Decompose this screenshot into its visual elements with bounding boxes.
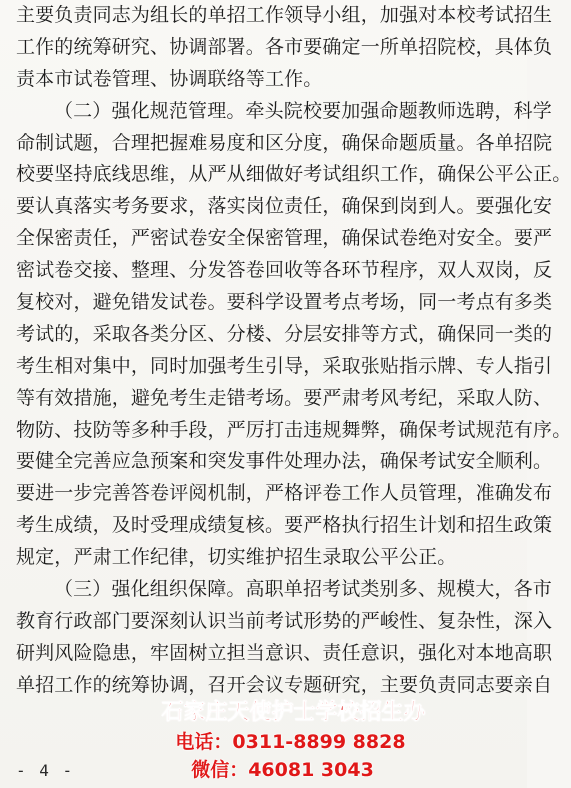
section-3-first-line: （三）强化组织保障。高职单招考试类别多、规模大，各市 (54, 578, 552, 601)
body-line: 复校对，避免错发试卷。要科学设置考点考场，同一考点有多类 (16, 291, 553, 314)
body-line: 研判风险隐患，牢固树立担当意识、责任意识，强化对本地高职 (16, 641, 553, 664)
body-line: 要进一步完善答卷评阅机制，严格评卷工作人员管理，准确发布 (16, 482, 553, 505)
body-line: 要健全完善应急预案和突发事件处理办法，确保考试安全顺利。 (16, 450, 553, 473)
body-line: 责本市试卷管理、协调联络等工作。 (16, 67, 323, 90)
body-line: 教育行政部门要深刻认识当前考试形势的严峻性、复杂性，深入 (16, 609, 553, 632)
body-line: 单招工作的统筹协调，召开会议专题研究，主要负责同志要亲自 (16, 673, 553, 696)
body-line: 校要坚持底线思维，从严从细做好考试组织工作，确保公平公正。 (16, 163, 571, 186)
section-2-first-line: （二）强化规范管理。牵头院校要加强命题教师选聘，科学 (54, 99, 552, 122)
watermark-wechat: 微信：46081 3043 (191, 759, 374, 781)
body-line: 考生成绩，及时受理成绩复核。要严格执行招生计划和招生政策 (16, 514, 553, 537)
page-number: - 4 - (16, 761, 75, 780)
body-line: 主要负责同志为组长的单招工作领导小组，加强对本校考试招生 (16, 4, 553, 26)
body-line: 规定，严肃工作纪律，切实维护招生录取公平公正。 (16, 546, 457, 569)
watermark-phone: 电话：0311-8899 8828 (175, 731, 406, 753)
body-line: 考试的，采取各类分区、分楼、分层安排等方式，确保同一类的 (16, 322, 553, 345)
body-line: 全保密责任，严密试卷安全保密管理，确保试卷绝对安全。要严 (16, 227, 553, 250)
body-line: 工作的统筹研究、协调部署。各市要确定一所单招院校，具体负 (16, 35, 553, 58)
body-line: 物防、技防等多种手段，严厉打击违规舞弊，确保考试规范有序。 (16, 418, 571, 441)
body-line: 密试卷交接、整理、分发答卷回收等各环节程序，双人双岗，反 (16, 259, 553, 282)
document-body (16, 0, 571, 702)
body-line: 要认真落实考务要求，落实岗位责任，确保到岗到人。要强化安 (16, 195, 553, 218)
body-line: 等有效措施，避免考生走错考场。要严肃考风考纪，采取人防、 (16, 386, 553, 409)
body-line: 命制试题，合理把握难易度和区分度，确保命题质量。各单招院 (16, 131, 553, 154)
body-line: 考生相对集中，同时加强考生引导，采取张贴指示牌、专人指引 (16, 354, 553, 377)
watermark-title: 石家庄天使护士学校招生办 (161, 700, 426, 725)
